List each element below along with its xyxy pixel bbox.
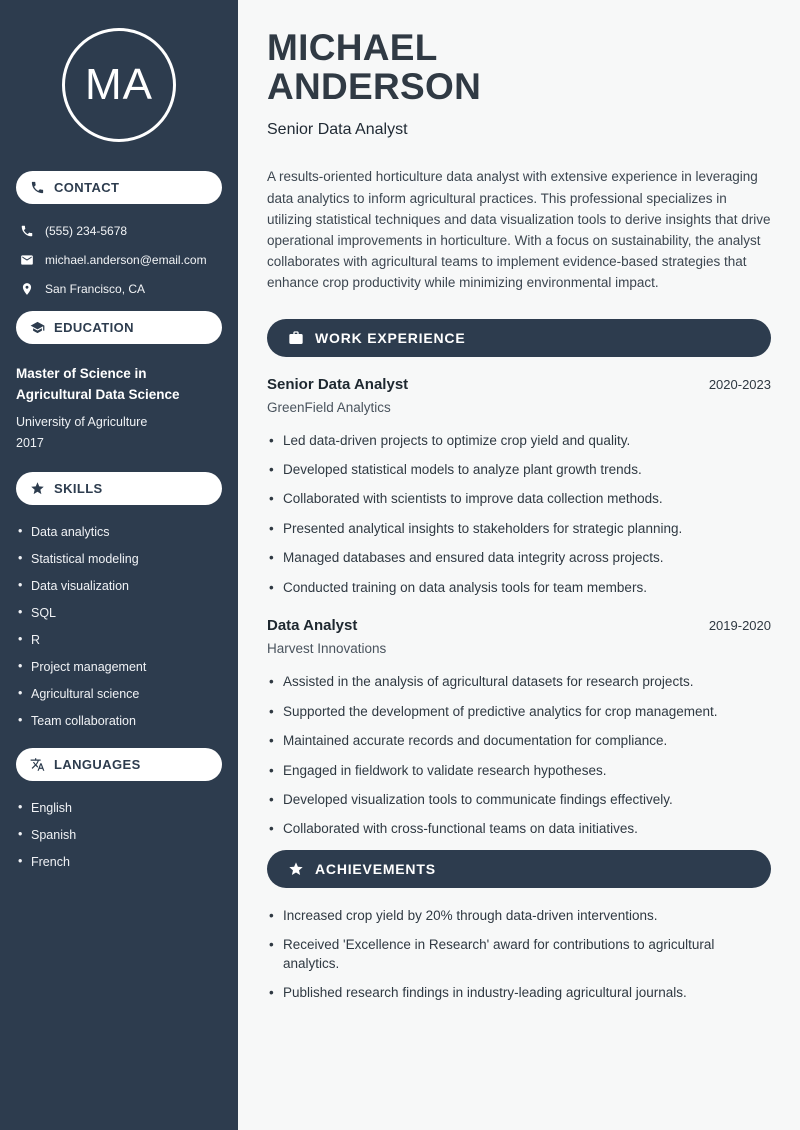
education-entry <box>0 364 238 450</box>
job-bullet: • Maintained accurate records and documentation for compliance. <box>267 732 771 751</box>
sidebar <box>0 0 238 1130</box>
job-company: Harvest Innovations <box>267 641 387 657</box>
job-header <box>267 617 771 634</box>
job-bullet: • Led data-driven projects to optimize crop yield and quality. <box>267 432 771 451</box>
job-dates: 2020-2023 <box>708 376 771 392</box>
skill-item: • Data analytics <box>18 525 224 539</box>
achievements-header-label: ACHIEVEMENTS <box>315 860 436 877</box>
last-name: ANDERSON <box>267 66 482 108</box>
work-experience-header-label: WORK EXPERIENCE <box>315 329 466 346</box>
contact-section-header <box>16 171 222 204</box>
graduation-cap-icon <box>30 320 45 335</box>
professional-summary: A results-oriented horticulture data analyst with extensive experience in leveraging data analytics to inform agricultural practices. This professional specializes in utilizing statistical techniques and data visualization tools to derive insights that drive operational improvements in horticulture. With a focus on sustainability, the analyst collaborates with agricultural teams to implement evidence-based strategies that enhance crop productivity while minimizing environmental impact. <box>267 169 771 291</box>
education-degree: Master of Science in Agricultural Data Science <box>16 366 180 402</box>
phone-icon <box>20 224 34 238</box>
skills-list <box>0 525 238 728</box>
job-bullet: • Managed databases and ensured data integrity across projects. <box>267 549 771 568</box>
skill-item: • Statistical modeling <box>18 552 224 566</box>
skill-item: • Agricultural science <box>18 687 224 701</box>
work-experience-section-header <box>267 319 771 357</box>
job-bullet: • Supported the development of predictive analytics for crop management. <box>267 703 771 722</box>
languages-header-label: LANGUAGES <box>54 756 141 772</box>
language-item: • Spanish <box>18 828 224 842</box>
headline-job-title: Senior Data Analyst <box>267 121 408 139</box>
job-dates: 2019-2020 <box>708 618 771 634</box>
job-bullet: • Assisted in the analysis of agricultural datasets for research projects. <box>267 673 771 692</box>
phone-icon <box>30 180 45 195</box>
job-bullet: • Collaborated with scientists to improve data collection methods. <box>267 490 771 509</box>
job-company: GreenField Analytics <box>267 399 391 415</box>
education-school: University of Agriculture <box>16 414 148 429</box>
job-bullet-list <box>267 673 771 839</box>
contact-location-value: San Francisco, CA <box>45 282 146 296</box>
contact-phone-value: (555) 234-5678 <box>45 224 128 238</box>
job-entry <box>267 617 771 839</box>
skill-item: • Project management <box>18 660 224 674</box>
job-bullet: • Conducted training on data analysis tools for team members. <box>267 579 771 598</box>
first-name: MICHAEL <box>267 27 438 68</box>
contact-email-value: michael.anderson@email.com <box>45 253 207 267</box>
skill-item: • Team collaboration <box>18 714 224 728</box>
email-icon <box>20 253 34 267</box>
contact-phone-row <box>0 224 238 238</box>
contact-email-row <box>0 253 238 267</box>
achievement-bullet: • Increased crop yield by 20% through data-driven interventions. <box>267 907 771 926</box>
languages-list <box>0 801 238 869</box>
education-year: 2017 <box>16 435 44 450</box>
main-content <box>238 0 800 1130</box>
page-title <box>267 28 771 106</box>
job-bullet: • Collaborated with cross-functional teams on data initiatives. <box>267 820 771 839</box>
job-bullet: • Engaged in fieldwork to validate research hypotheses. <box>267 762 771 781</box>
job-title: Data Analyst <box>267 617 358 635</box>
language-item: • French <box>18 855 224 869</box>
job-bullet: • Developed statistical models to analyze plant growth trends. <box>267 461 771 480</box>
avatar <box>62 28 176 142</box>
skill-item: • SQL <box>18 606 224 620</box>
star-icon <box>30 481 45 496</box>
job-bullet: • Presented analytical insights to stakeholders for strategic planning. <box>267 520 771 539</box>
skill-item: • Data visualization <box>18 579 224 593</box>
skills-header-label: SKILLS <box>54 480 103 496</box>
star-icon <box>288 861 304 877</box>
contact-location-row <box>0 282 238 296</box>
job-bullet-list <box>267 432 771 598</box>
job-title: Senior Data Analyst <box>267 375 409 393</box>
avatar-initials: MA <box>85 60 153 109</box>
contact-header-label: CONTACT <box>54 180 120 195</box>
job-bullet: • Developed visualization tools to communicate findings effectively. <box>267 791 771 810</box>
achievement-bullet: • Received 'Excellence in Research' award for contributions to agricultural analytics. <box>267 936 771 974</box>
education-header-label: EDUCATION <box>54 320 134 335</box>
job-entry <box>267 376 771 598</box>
languages-section-header <box>16 748 222 781</box>
skill-item: • R <box>18 633 224 647</box>
location-icon <box>20 282 34 296</box>
achievement-bullet: • Published research findings in industry-leading agricultural journals. <box>267 984 771 1003</box>
education-section-header <box>16 311 222 344</box>
job-header <box>267 376 771 393</box>
achievements-list <box>267 907 771 1004</box>
achievements-section-header <box>267 850 771 888</box>
language-item: • English <box>18 801 224 815</box>
translate-icon <box>30 757 45 772</box>
skills-section-header <box>16 472 222 505</box>
briefcase-icon <box>288 330 304 346</box>
